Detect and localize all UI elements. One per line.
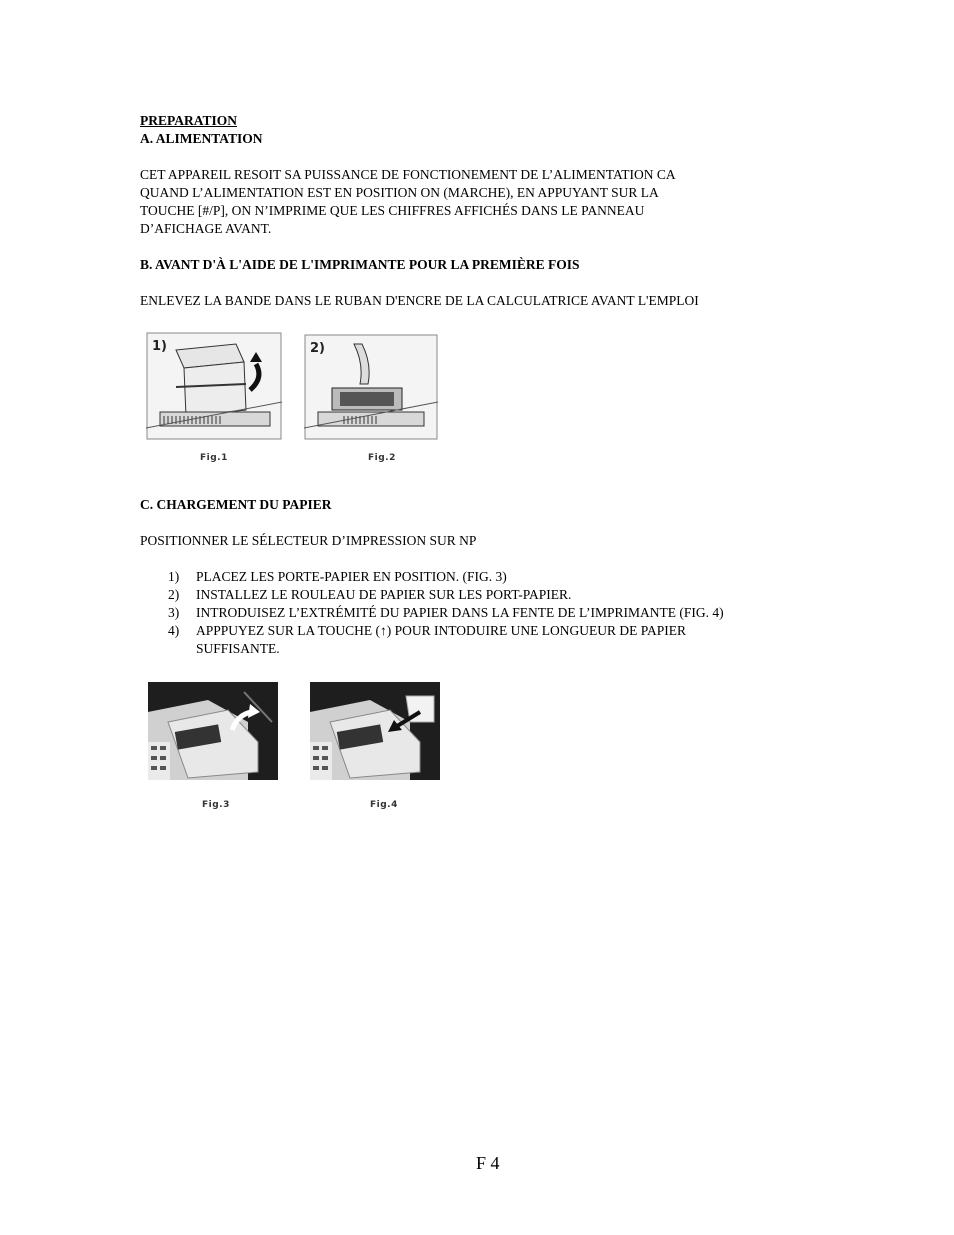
list-item: 2) INSTALLEZ LE ROULEAU DE PAPIER SUR LES PORT-PAPIER. <box>168 587 572 602</box>
figure-2-caption: Fig.2 <box>368 453 396 463</box>
figure-2-image <box>304 334 438 440</box>
section-a-line: TOUCHE [#/P], ON N’IMPRIME QUE LES CHIFFRES AFFICHÉS DANS LE PANNEAU <box>140 203 645 218</box>
section-a-line: CET APPAREIL RESOIT SA PUISSANCE DE FONCTIONEMENT DE L’ALIMENTATION CA <box>140 167 676 182</box>
section-b-title: B. AVANT D'À L'AIDE DE L'IMPRIMANTE POUR LA PREMIÈRE FOIS <box>140 257 580 272</box>
section-a-line: D’AFICHAGE AVANT. <box>140 221 272 236</box>
figure-1-caption: Fig.1 <box>200 453 228 463</box>
figure-4-caption: Fig.4 <box>370 800 398 810</box>
figure-1-label: 1) <box>152 339 167 354</box>
list-item: 3) INTRODUISEZ L’EXTRÉMITÉ DU PAPIER DANS LA FENTE DE L’IMPRIMANTE (FIG. 4) <box>168 605 724 620</box>
list-item: 4) APPPUYEZ SUR LA TOUCHE (↑) POUR INTODUIRE UNE LONGUEUR DE PAPIER <box>168 623 687 638</box>
figure-3-caption: Fig.3 <box>202 800 230 810</box>
section-c-steps <box>168 568 724 658</box>
figure-3-image <box>148 682 278 780</box>
section-a-line: QUAND L’ALIMENTATION EST EN POSITION ON (MARCHE), EN APPUYANT SUR LA <box>140 185 659 200</box>
section-a-title: A. ALIMENTATION <box>140 131 263 146</box>
heading-preparation: PREPARATION <box>140 113 237 128</box>
figure-4-image <box>310 682 440 780</box>
section-c-intro: POSITIONNER LE SÉLECTEUR D’IMPRESSION SUR NP <box>140 533 477 548</box>
page-number: F 4 <box>476 1153 500 1173</box>
section-a-paragraph <box>140 166 820 238</box>
section-c-title: C. CHARGEMENT DU PAPIER <box>140 497 332 512</box>
section-b-text: ENLEVEZ LA BANDE DANS LE RUBAN D'ENCRE DE LA CALCULATRICE AVANT L'EMPLOI <box>140 293 699 308</box>
figure-2-label: 2) <box>310 341 325 356</box>
list-item-continuation: SUFFISANTE. <box>196 641 280 656</box>
list-item: 1) PLACEZ LES PORTE-PAPIER EN POSITION. (FIG. 3) <box>168 569 507 584</box>
figure-1-image <box>146 332 282 440</box>
